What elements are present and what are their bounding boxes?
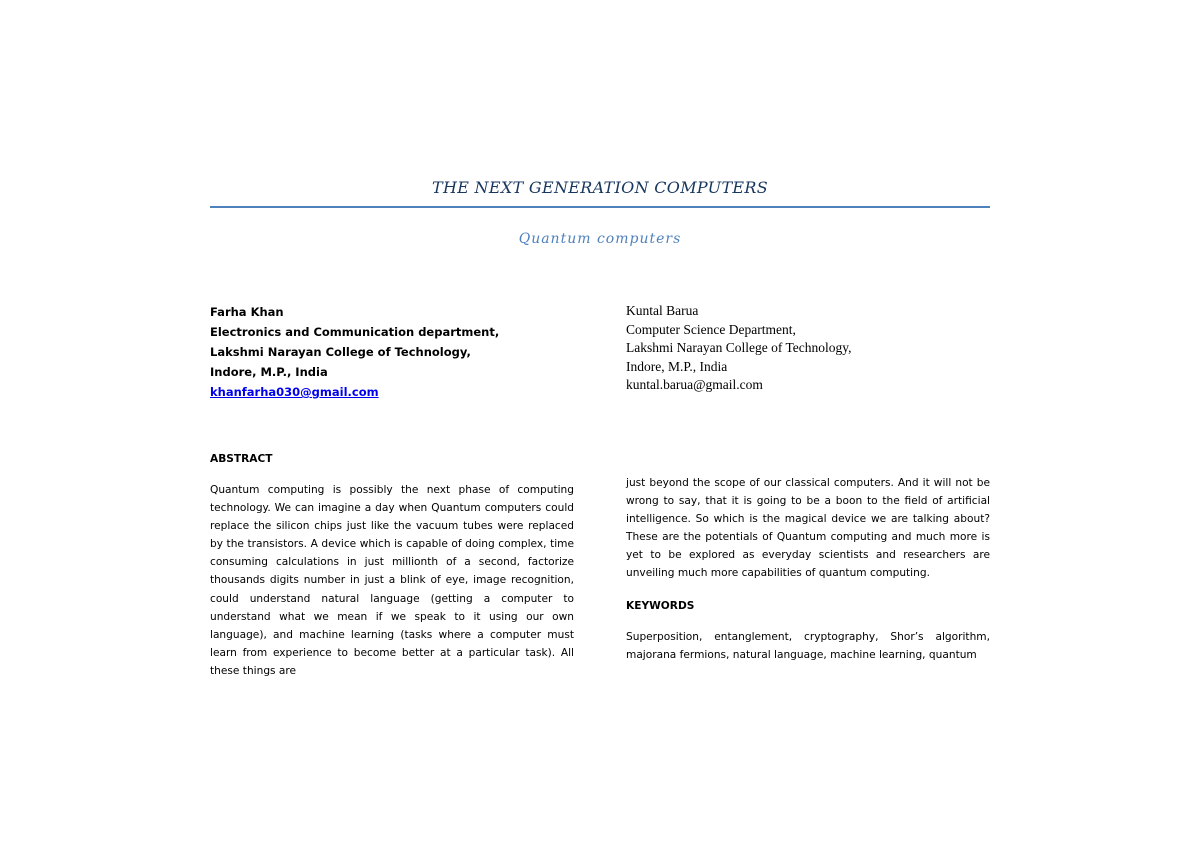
- author-college: Lakshmi Narayan College of Technology,: [626, 340, 852, 356]
- author-block-left: [210, 302, 499, 402]
- author-location: Indore, M.P., India: [626, 358, 728, 374]
- paper-title: THE NEXT GENERATION COMPUTERS: [431, 178, 769, 197]
- title-divider: [210, 206, 990, 208]
- abstract-paragraph-continued: just beyond the scope of our classical computers. And it will not be wrong to say, that it is going to be a boon to the field of artificial intelligence. So which is the magical device we are talking about? These are the potentials of Quantum computing and much more is yet to be explored as everyday scientists and researchers are unveiling much more capabilities of quantum computing.: [626, 477, 990, 580]
- author-block-right: [626, 302, 852, 395]
- author-department: Electronics and Communication department,: [210, 325, 500, 339]
- author-college: Lakshmi Narayan College of Technology,: [210, 345, 471, 359]
- author-email-link[interactable]: khanfarha030@gmail.com: [210, 385, 379, 399]
- author-name: Farha Khan: [210, 305, 284, 319]
- column-left: [210, 450, 574, 680]
- keywords-text: Superposition, entanglement, cryptography, Shor’s algorithm, majorana fermions, natural language, machine learning, quantum: [626, 630, 990, 661]
- author-location: Indore, M.P., India: [210, 365, 328, 379]
- keywords-heading: KEYWORDS: [626, 599, 695, 612]
- abstract-paragraph: Quantum computing is possibly the next phase of computing technology. We can imagine a day when Quantum computers could replace the silicon chips just like the vacuum tubes were replaced by the transistors. A device which is capable of doing complex, time consuming calculations in just millionth of a second, factorize thousands digits number in just a blink of eye, image recognition, could understand natural language (getting a computer to understand what we mean if we speak to it using our own language), and machine learning (tasks where a computer must learn from experience to become better at a particular task). All these things are: [210, 484, 574, 677]
- column-right: [626, 474, 990, 664]
- paper-subtitle: Quantum computers: [518, 231, 682, 247]
- author-name: Kuntal Barua: [626, 303, 699, 318]
- author-email: kuntal.barua@gmail.com: [626, 377, 763, 393]
- author-department: Computer Science Department,: [626, 321, 796, 337]
- abstract-heading: ABSTRACT: [210, 453, 273, 465]
